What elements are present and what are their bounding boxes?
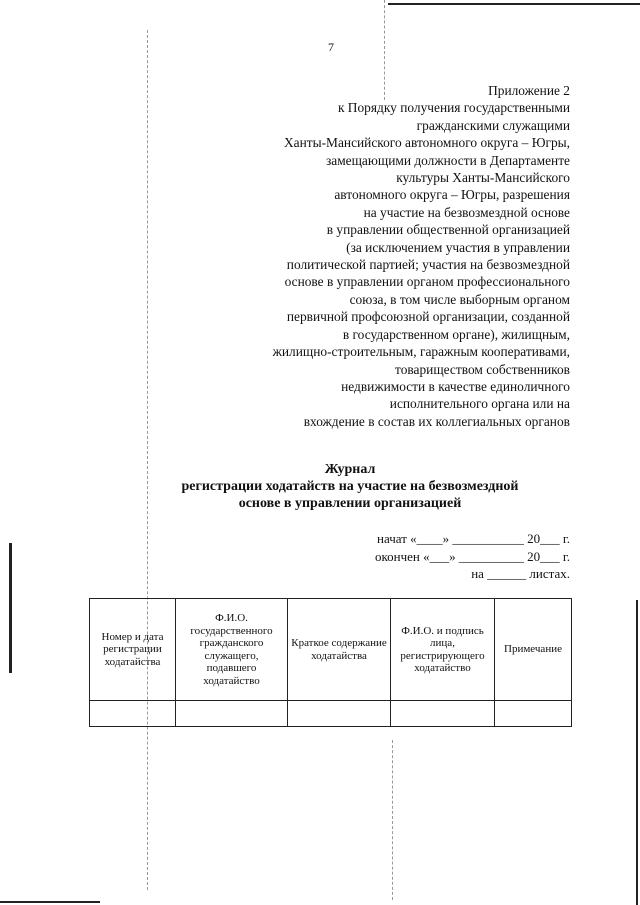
appendix-line: исполнительного органа или на [389, 396, 570, 412]
appendix-line: к Порядку получения государственными [337, 100, 570, 116]
appendix-line: в управлении общественной организацией [326, 222, 570, 238]
scan-artifact-left-bar [9, 543, 12, 673]
title-line-2: регистрации ходатайств на участие на безвозмездной [181, 479, 519, 494]
appendix-line: основе в управлении органом профессионального [284, 274, 570, 290]
appendix-line: гражданскими служащими [416, 117, 570, 133]
appendix-line: замещающими должности в Департаменте [325, 152, 570, 168]
table-cell [495, 701, 572, 727]
journal-title [120, 461, 580, 512]
column-header-servant-name: Ф.И.О. государственного гражданского служащего, подавшего ходатайство [176, 599, 288, 701]
appendix-line: Приложение 2 [488, 83, 570, 98]
started-date-line: начат «____» ___________ 20___ г. [377, 531, 570, 546]
column-header-summary: Краткое содержание ходатайства [288, 599, 391, 701]
column-header-registration: Номер и дата регистрации ходатайства [90, 599, 176, 701]
journal-dates [270, 530, 570, 583]
appendix-line: первичной профсоюзной организации, созданной [286, 309, 570, 325]
finished-date-line: окончен «___» __________ 20___ г. [375, 548, 570, 564]
table-cell [90, 701, 176, 727]
table-cell [391, 701, 495, 727]
appendix-line: в государственном органе), жилищным, [342, 326, 570, 342]
appendix-line: на участие на безвозмездной основе [363, 204, 570, 220]
title-line-3: основе в управлении организацией [238, 496, 462, 511]
appendix-header [210, 82, 570, 430]
scan-artifact-dashed-center-low [392, 740, 393, 900]
column-header-note: Примечание [495, 599, 572, 701]
page-number: 7 [328, 40, 334, 54]
scan-artifact-dashed-left [147, 30, 148, 890]
table-cell [176, 701, 288, 727]
title-line-1: Журнал [324, 462, 376, 477]
appendix-line: вхождение в состав их коллегиальных органов [303, 413, 570, 429]
sheets-count-line: на ______ листах. [471, 566, 570, 581]
table-row [90, 701, 572, 727]
scan-artifact-bottom-line [0, 901, 100, 903]
appendix-line: политической партией; участия на безвозмездной [286, 257, 570, 273]
appendix-line: союза, в том числе выборным органом [349, 291, 570, 307]
scan-artifact-right-edge [636, 600, 638, 905]
table-cell [288, 701, 391, 727]
appendix-line: Ханты-Мансийского автономного округа – Югры, [283, 135, 570, 151]
appendix-line: жилищно-строительным, гаражным кооперативами, [272, 344, 570, 360]
appendix-line: товариществом собственников [395, 361, 570, 377]
scan-artifact-top-line [388, 3, 640, 5]
appendix-line: культуры Ханты-Мансийского [396, 170, 570, 186]
table-header-row [90, 599, 572, 701]
column-header-registrar: Ф.И.О. и подпись лица, регистрирующего ходатайство [391, 599, 495, 701]
appendix-line: (за исключением участия в управлении [346, 239, 570, 255]
appendix-line: недвижимости в качестве единоличного [341, 378, 570, 394]
appendix-line: автономного округа – Югры, разрешения [334, 187, 570, 203]
journal-table [89, 598, 572, 727]
